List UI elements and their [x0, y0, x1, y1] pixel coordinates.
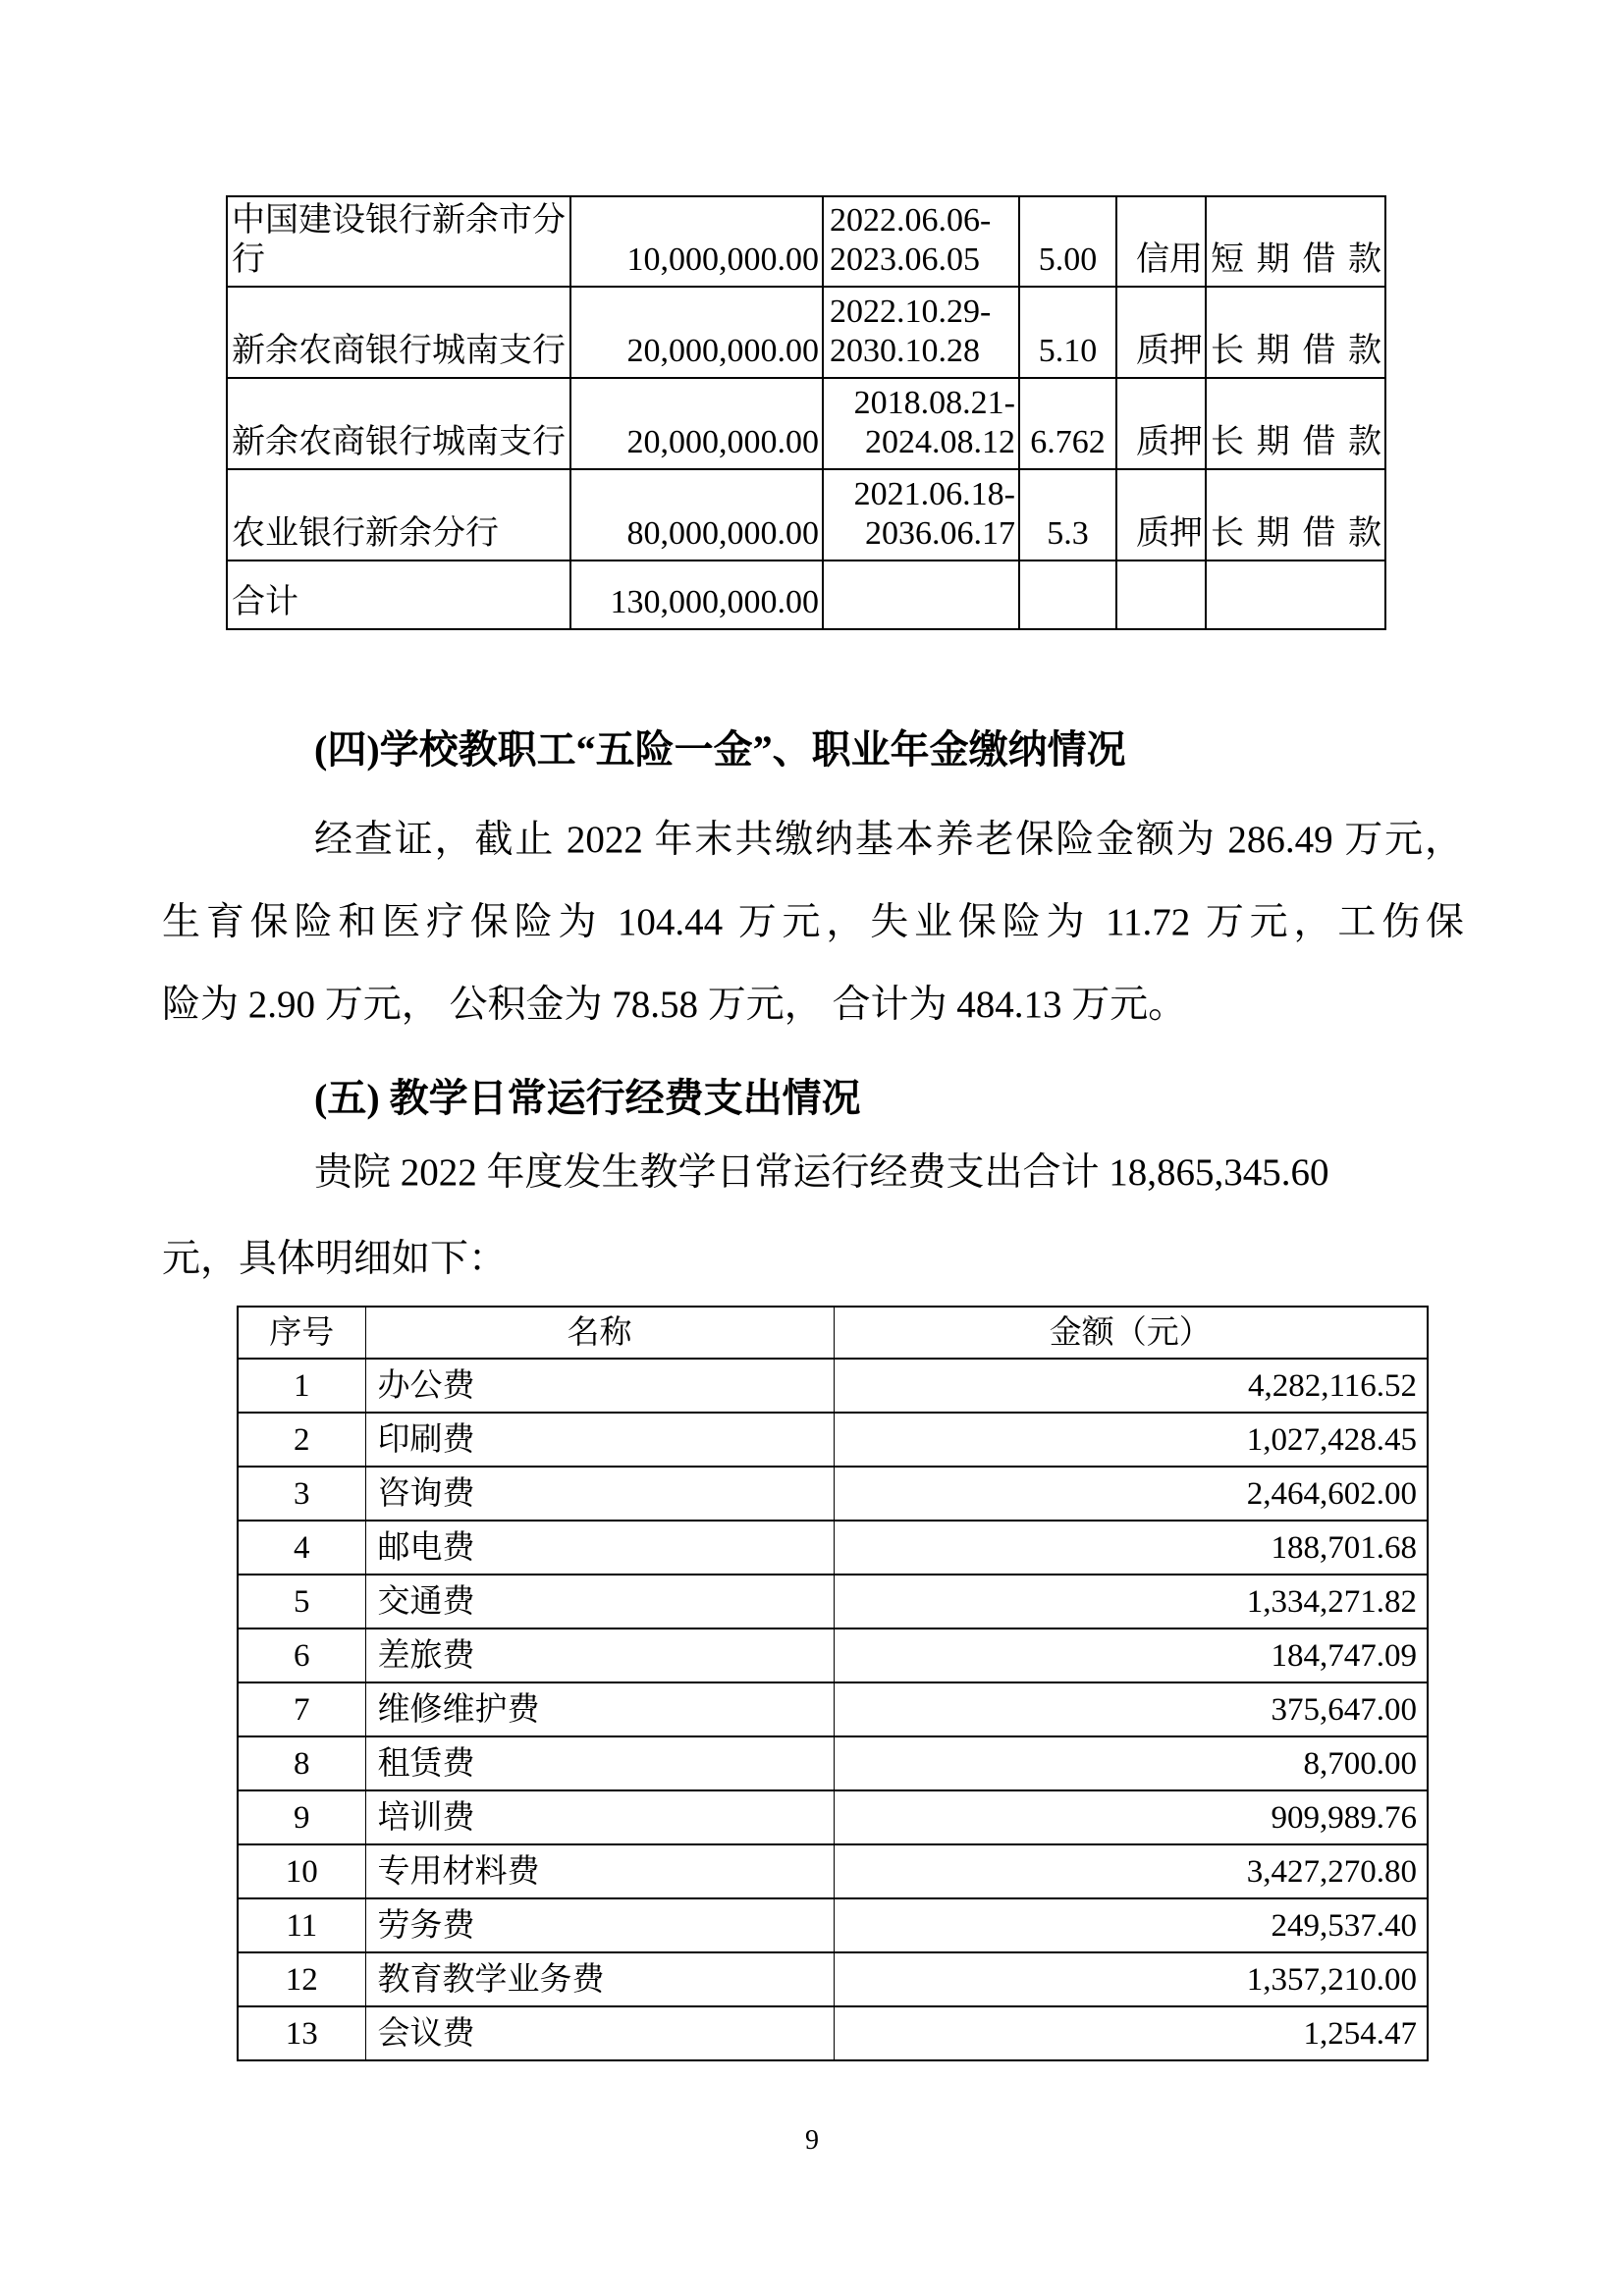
period-start: 2022.06.06-: [830, 202, 992, 239]
period-start: 2018.08.21-: [853, 385, 1015, 421]
amount-cell: 184,747.09: [834, 1629, 1428, 1682]
name-cell: 差旅费: [365, 1629, 834, 1682]
loan-row: [227, 378, 1385, 469]
section4-heading: (四)学校教职工“五险一金”、职业年金缴纳情况: [314, 727, 1126, 772]
loan-amount-cell: 20,000,000.00: [570, 287, 823, 378]
index-cell: 13: [238, 2006, 365, 2060]
expense-row: [238, 1790, 1428, 1844]
loan-period-cell: [823, 378, 1019, 469]
empty-cell: [1019, 561, 1116, 629]
page-number: 9: [805, 2125, 819, 2156]
expense-header-row: [238, 1307, 1428, 1359]
name-cell: 维修维护费: [365, 1682, 834, 1736]
col-header-name: 名称: [365, 1307, 834, 1359]
index-cell: 8: [238, 1736, 365, 1790]
expense-row: [238, 1736, 1428, 1790]
name-cell: 办公费: [365, 1359, 834, 1413]
amount-cell: 188,701.68: [834, 1521, 1428, 1575]
bank-cell: 农业银行新余分行: [227, 469, 570, 561]
bank-cell: 中国建设银行新余市分行: [227, 196, 570, 287]
loan-type-cell: 长期借款: [1206, 287, 1385, 378]
loan-type-cell: 长期借款: [1206, 469, 1385, 561]
index-cell: 5: [238, 1575, 365, 1629]
expense-row: [238, 1952, 1428, 2006]
expense-row: [238, 1844, 1428, 1898]
amount-cell: 909,989.76: [834, 1790, 1428, 1844]
period-end: 2024.08.12: [865, 424, 1015, 460]
interest-rate-cell: 6.762: [1019, 378, 1116, 469]
loan-period-cell: [823, 287, 1019, 378]
period-end: 2030.10.28: [830, 333, 980, 369]
section5-heading: (五) 教学日常运行经费支出情况: [314, 1076, 861, 1120]
col-header-amount: 金额（元）: [834, 1307, 1428, 1359]
section4-paragraph-line: 生育保险和医疗保险为 104.44 万元，失业保险为 11.72 万元，工伤保: [162, 901, 1464, 943]
bank-cell: 新余农商银行城南支行: [227, 287, 570, 378]
name-cell: 印刷费: [365, 1413, 834, 1467]
guarantee-cell: 质押: [1116, 378, 1206, 469]
index-cell: 3: [238, 1467, 365, 1521]
loan-table: [226, 195, 1386, 630]
loan-total-row: [227, 561, 1385, 629]
name-cell: 会议费: [365, 2006, 834, 2060]
loan-period-cell: [823, 196, 1019, 287]
index-cell: 11: [238, 1898, 365, 1952]
index-cell: 9: [238, 1790, 365, 1844]
loan-amount-cell: 80,000,000.00: [570, 469, 823, 561]
index-cell: 10: [238, 1844, 365, 1898]
index-cell: 4: [238, 1521, 365, 1575]
index-cell: 7: [238, 1682, 365, 1736]
expense-row: [238, 1898, 1428, 1952]
empty-cell: [823, 561, 1019, 629]
amount-cell: 2,464,602.00: [834, 1467, 1428, 1521]
expense-table: [237, 1306, 1429, 2061]
section5-paragraph-line: 贵院 2022 年度发生教学日常运行经费支出合计 18,865,345.60: [314, 1151, 1329, 1194]
amount-cell: 1,334,271.82: [834, 1575, 1428, 1629]
guarantee-cell: 信用: [1116, 196, 1206, 287]
guarantee-cell: 质押: [1116, 287, 1206, 378]
loan-row: [227, 196, 1385, 287]
expense-row: [238, 2006, 1428, 2060]
index-cell: 6: [238, 1629, 365, 1682]
name-cell: 交通费: [365, 1575, 834, 1629]
period-end: 2036.06.17: [865, 515, 1015, 552]
expense-row: [238, 1467, 1428, 1521]
empty-cell: [1116, 561, 1206, 629]
name-cell: 咨询费: [365, 1467, 834, 1521]
period-end: 2023.06.05: [830, 241, 980, 278]
expense-row: [238, 1521, 1428, 1575]
index-cell: 1: [238, 1359, 365, 1413]
loan-amount-cell: 20,000,000.00: [570, 378, 823, 469]
index-cell: 12: [238, 1952, 365, 2006]
name-cell: 劳务费: [365, 1898, 834, 1952]
loan-amount-cell: 10,000,000.00: [570, 196, 823, 287]
section4-paragraph-line: 经查证，截止 2022 年末共缴纳基本养老保险金额为 286.49 万元，: [314, 819, 1463, 861]
total-label-cell: 合计: [227, 561, 570, 629]
expense-row: [238, 1575, 1428, 1629]
amount-cell: 1,357,210.00: [834, 1952, 1428, 2006]
loan-row: [227, 469, 1385, 561]
amount-cell: 4,282,116.52: [834, 1359, 1428, 1413]
name-cell: 租赁费: [365, 1736, 834, 1790]
interest-rate-cell: 5.00: [1019, 196, 1116, 287]
expense-row: [238, 1629, 1428, 1682]
loan-row: [227, 287, 1385, 378]
interest-rate-cell: 5.10: [1019, 287, 1116, 378]
bank-cell: 新余农商银行城南支行: [227, 378, 570, 469]
guarantee-cell: 质押: [1116, 469, 1206, 561]
expense-row: [238, 1359, 1428, 1413]
section5-paragraph-line: 元，具体明细如下：: [162, 1238, 508, 1280]
total-amount-cell: 130,000,000.00: [570, 561, 823, 629]
period-start: 2021.06.18-: [853, 476, 1015, 512]
empty-cell: [1206, 561, 1385, 629]
amount-cell: 1,027,428.45: [834, 1413, 1428, 1467]
name-cell: 教育教学业务费: [365, 1952, 834, 2006]
amount-cell: 249,537.40: [834, 1898, 1428, 1952]
amount-cell: 8,700.00: [834, 1736, 1428, 1790]
section4-paragraph-line: 险为 2.90 万元， 公积金为 78.58 万元， 合计为 484.13 万元。: [162, 984, 1187, 1026]
loan-period-cell: [823, 469, 1019, 561]
col-header-index: 序号: [238, 1307, 365, 1359]
loan-type-cell: 长期借款: [1206, 378, 1385, 469]
name-cell: 专用材料费: [365, 1844, 834, 1898]
expense-row: [238, 1413, 1428, 1467]
amount-cell: 375,647.00: [834, 1682, 1428, 1736]
period-start: 2022.10.29-: [830, 294, 992, 330]
amount-cell: 3,427,270.80: [834, 1844, 1428, 1898]
expense-row: [238, 1682, 1428, 1736]
name-cell: 培训费: [365, 1790, 834, 1844]
loan-type-cell: 短期借款: [1206, 196, 1385, 287]
amount-cell: 1,254.47: [834, 2006, 1428, 2060]
index-cell: 2: [238, 1413, 365, 1467]
interest-rate-cell: 5.3: [1019, 469, 1116, 561]
name-cell: 邮电费: [365, 1521, 834, 1575]
